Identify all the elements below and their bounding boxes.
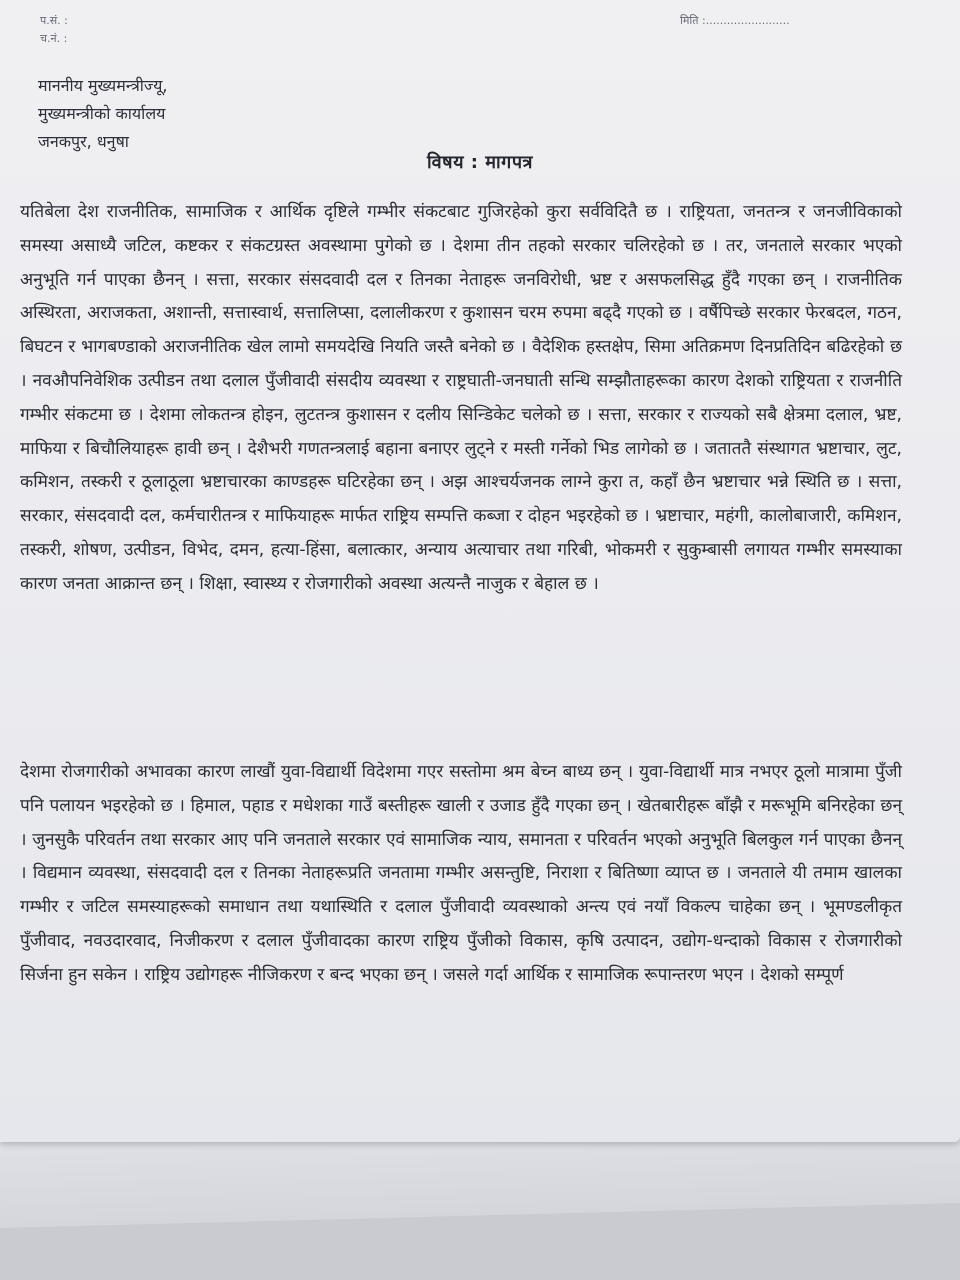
addressee-line-1: माननीय मुख्यमन्त्रीज्यू, [38,76,168,95]
patra-sankhya-label: प.सं. : [40,14,68,27]
subject-heading: विषय : मागपत्र [427,152,533,173]
body-paragraph-2: देशमा रोजगारीको अभावका कारण लाखौं युवा-विद्यार्थी विदेशमा गएर सस्तोमा श्रम बेच्न बाध्य छन् । युवा-विद्यार्थी मात्र नभएर ठूलो मात्रामा पुँजी पनि पलायन भइरहेको छ । हिमाल, पहाड र मधेशका गाउँ बस्तीहरू खाली र उजाड हुँदै गएका छन् । खेतबारीहरू बाँझै र मरूभूमि बनिरहेका छन् । जुनसुकै परिवर्तन तथा सरकार आए पनि जनताले सरकार एवं सामाजिक न्याय, समानता र परिवर्तन भएको अनुभूति बिलकुल गर्न पाएका छैनन् । विद्यमान व्यवस्था, संसदवादी दल र तिनका नेताहरूप्रति जनतामा गम्भीर असन्तुष्टि, निराशा र बितिष्णा व्याप्त छ । जनताले यी तमाम खालका गम्भीर र जटिल समस्याहरूको समाधान तथा यथास्थिति र दलाल पुँजीवादी व्यवस्थाको अन्त्य एवं नयाँ विकल्प चाहेका छन् । भूमण्डलीकृत पुँजीवाद, नवउदारवाद, निजीकरण र दलाल पुँजीवादका कारण राष्ट्रिय पुँजीको विकास, कृषि उत्पादन, उद्योग-धन्दाको विकास र रोजगारीको सिर्जना हुन सकेन । राष्ट्रिय उद्योगहरू नीजिकरण र बन्द भएका छन् । जसले गर्दा आर्थिक र सामाजिक रूपान्तरण भएन । देशको सम्पूर्ण [20,762,902,985]
date-label: मिति :........................ [680,14,790,27]
addressee-line-3: जनकपुर, धनुषा [38,132,129,151]
reference-block [40,12,68,48]
addressee-line-2: मुख्यमन्त्रीको कार्यालय [38,104,166,123]
addressee-block [38,72,167,156]
chalani-number-label: च.नं. : [40,32,68,45]
body-paragraph-1: यतिबेला देश राजनीतिक, सामाजिक र आर्थिक दृष्टिले गम्भीर संकटबाट गुजिरहेको कुरा सर्वविदितै छ । राष्ट्रियता, जनतन्त्र र जनजीविकाको समस्या असाध्यै जटिल, कष्टकर र संकटग्रस्त अवस्थामा पुगेको छ । देशमा तीन तहको सरकार चलिरहेको छ । तर, जनताले सरकार भएको अनुभूति गर्न पाएका छैनन् । सत्ता, सरकार संसदवादी दल र तिनका नेताहरू जनविरोधी, भ्रष्ट र असफलसिद्ध हुँदै गएका छन् । राजनीतिक अस्थिरता, अराजकता, अशान्ती, सत्तास्वार्थ, सत्तालिप्सा, दलालीकरण र कुशासन चरम रुपमा बढ्दै गएको छ । वर्षैपिच्छे सरकार फेरबदल, गठन, बिघटन र भागबण्डाको अराजनीतिक खेल लामो समयदेखि नियति जस्तै बनेको छ । वैदेशिक हस्तक्षेप, सिमा अतिक्रमण दिनप्रतिदिन बढिरहेको छ । नवऔपनिवेशिक उत्पीडन तथा दलाल पुँजीवादी संसदीय व्यवस्था र राष्ट्रघाती-जनघाती सन्धि सम्झौताहरूका कारण देशको राष्ट्रियता र राजनीति गम्भीर संकटमा छ । देशमा लोकतन्त्र होइन, लुटतन्त्र कुशासन र दलीय सिन्डिकेट चलेको छ । सत्ता, सरकार र राज्यको सबै क्षेत्रमा दलाल, भ्रष्ट, माफिया र बिचौलियाहरू हावी छन् । देशैभरी गणतन्त्रलाई बहाना बनाएर लुट्ने र मस्ती गर्नेको भिड लागेको छ । जताततै संस्थागत भ्रष्टाचार, लुट, कमिशन, तस्करी र ठूलाठूला भ्रष्टाचारका काण्डहरू घटिरहेका छन् । अझ आश्चर्यजनक लाग्ने कुरा त, कहाँ छैन भ्रष्टाचार भन्ने स्थिति छ । सत्ता, सरकार, संसदवादी दल, कर्मचारीतन्त्र र माफियाहरू मार्फत राष्ट्रिय सम्पत्ति कब्जा र दोहन भइरहेको छ । भ्रष्टाचार, महंगी, कालोबाजारी, कमिशन, तस्करी, शोषण, उत्पीडन, विभेद, दमन, हत्या-हिंसा, बलात्कार, अन्याय अत्याचार तथा गरिबी, भोकमरी र सुकुम्बासी लगायत गम्भीर समस्याका कारण जनता आक्रान्त छन् । शिक्षा, स्वास्थ्य र रोजगारीको अवस्था अत्यन्तै नाजुक र बेहाल छ । [20,202,902,594]
